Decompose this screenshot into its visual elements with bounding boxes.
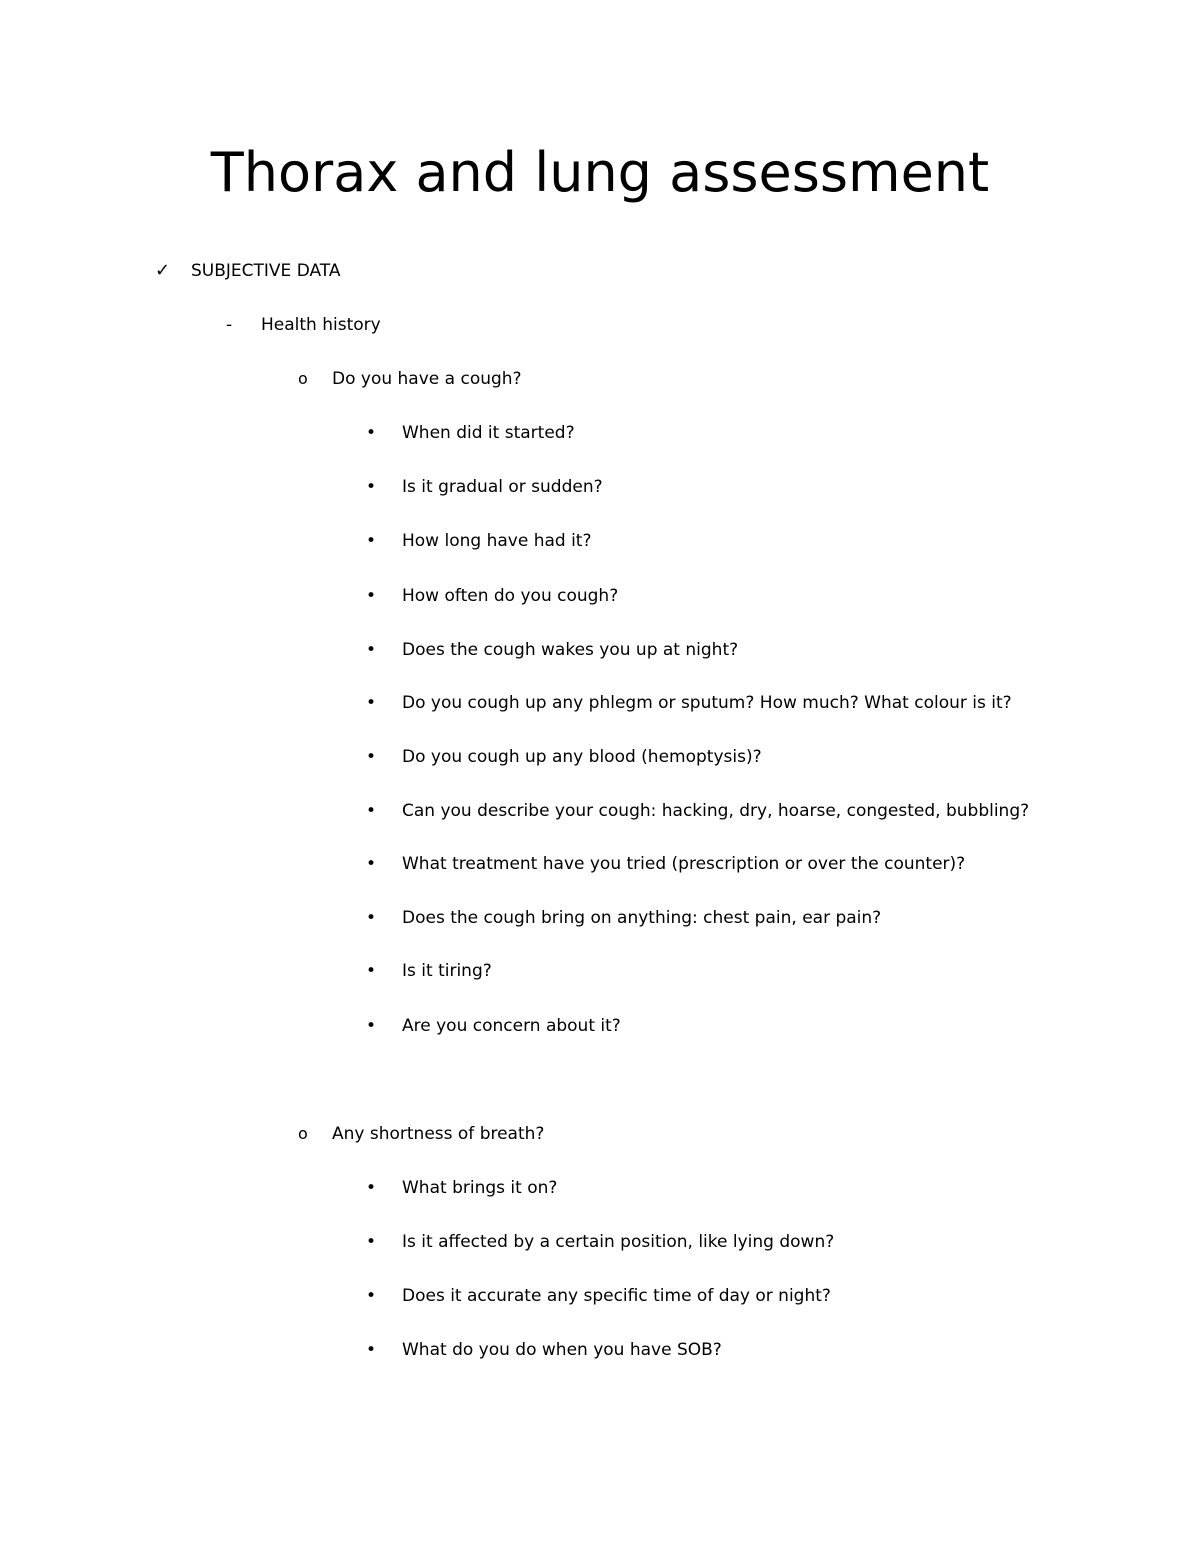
list-item-text: Do you cough up any phlegm or sputum? How much? What colour is it? xyxy=(402,693,1012,713)
list-item xyxy=(366,1335,1146,1365)
question-label: Any shortness of breath? xyxy=(332,1124,545,1144)
section-heading xyxy=(155,256,555,286)
list-item-text: Does the cough bring on anything: chest pain, ear pain? xyxy=(402,908,882,928)
list-item-text: Does it accurate any specific time of day or night? xyxy=(402,1286,831,1306)
bullet-icon: • xyxy=(366,961,377,981)
bullet-icon: • xyxy=(366,747,377,767)
list-item xyxy=(366,956,1146,986)
bullet-icon: • xyxy=(366,423,377,443)
bullet-icon: • xyxy=(366,801,377,821)
list-item xyxy=(366,903,1146,933)
bullet-icon: • xyxy=(366,908,377,928)
bullet-icon: • xyxy=(366,531,377,551)
list-item-text: Are you concern about it? xyxy=(402,1016,621,1036)
section-label: SUBJECTIVE DATA xyxy=(191,261,341,281)
bullet-icon: • xyxy=(366,1178,377,1198)
list-item-text: What treatment have you tried (prescription or over the counter)? xyxy=(402,854,966,874)
list-item xyxy=(366,581,1146,611)
question-label: Do you have a cough? xyxy=(332,369,522,389)
list-item xyxy=(366,1011,1146,1041)
bullet-icon: • xyxy=(366,1340,377,1360)
list-item-text: Do you cough up any blood (hemoptysis)? xyxy=(402,747,762,767)
bullet-icon: • xyxy=(366,1232,377,1252)
question-group-heading xyxy=(298,1119,898,1149)
list-item-text: Does the cough wakes you up at night? xyxy=(402,640,739,660)
list-item xyxy=(366,526,1146,556)
list-item xyxy=(366,1227,1146,1257)
list-item xyxy=(366,635,1146,665)
bullet-icon: • xyxy=(366,854,377,874)
list-item-text: Is it affected by a certain position, like lying down? xyxy=(402,1232,835,1252)
list-item xyxy=(366,849,1146,879)
list-item-text: What brings it on? xyxy=(402,1178,558,1198)
list-item xyxy=(366,742,1146,772)
bullet-icon: • xyxy=(366,586,377,606)
list-item xyxy=(366,688,1146,718)
circle-bullet-icon: o xyxy=(298,1124,308,1143)
list-item-text: When did it started? xyxy=(402,423,575,443)
list-item-text: Can you describe your cough: hacking, dry, hoarse, congested, bubbling? xyxy=(402,801,1030,821)
subsection-heading xyxy=(226,310,626,340)
bullet-icon: • xyxy=(366,1016,377,1036)
dash-icon: - xyxy=(226,315,233,335)
list-item-text: Is it gradual or sudden? xyxy=(402,477,603,497)
list-item xyxy=(366,796,1146,826)
bullet-icon: • xyxy=(366,477,377,497)
list-item-text: How often do you cough? xyxy=(402,586,619,606)
circle-bullet-icon: o xyxy=(298,369,308,388)
subsection-label: Health history xyxy=(261,315,381,335)
checkmark-icon: ✓ xyxy=(155,260,171,281)
page-title: Thorax and lung assessment xyxy=(210,141,990,204)
list-item-text: Is it tiring? xyxy=(402,961,492,981)
list-item xyxy=(366,418,1146,448)
list-item xyxy=(366,1281,1146,1311)
list-item xyxy=(366,472,1146,502)
bullet-icon: • xyxy=(366,640,377,660)
bullet-icon: • xyxy=(366,1286,377,1306)
list-item xyxy=(366,1173,1146,1203)
question-group-heading xyxy=(298,364,898,394)
list-item-text: How long have had it? xyxy=(402,531,592,551)
list-item-text: What do you do when you have SOB? xyxy=(402,1340,722,1360)
bullet-icon: • xyxy=(366,693,377,713)
